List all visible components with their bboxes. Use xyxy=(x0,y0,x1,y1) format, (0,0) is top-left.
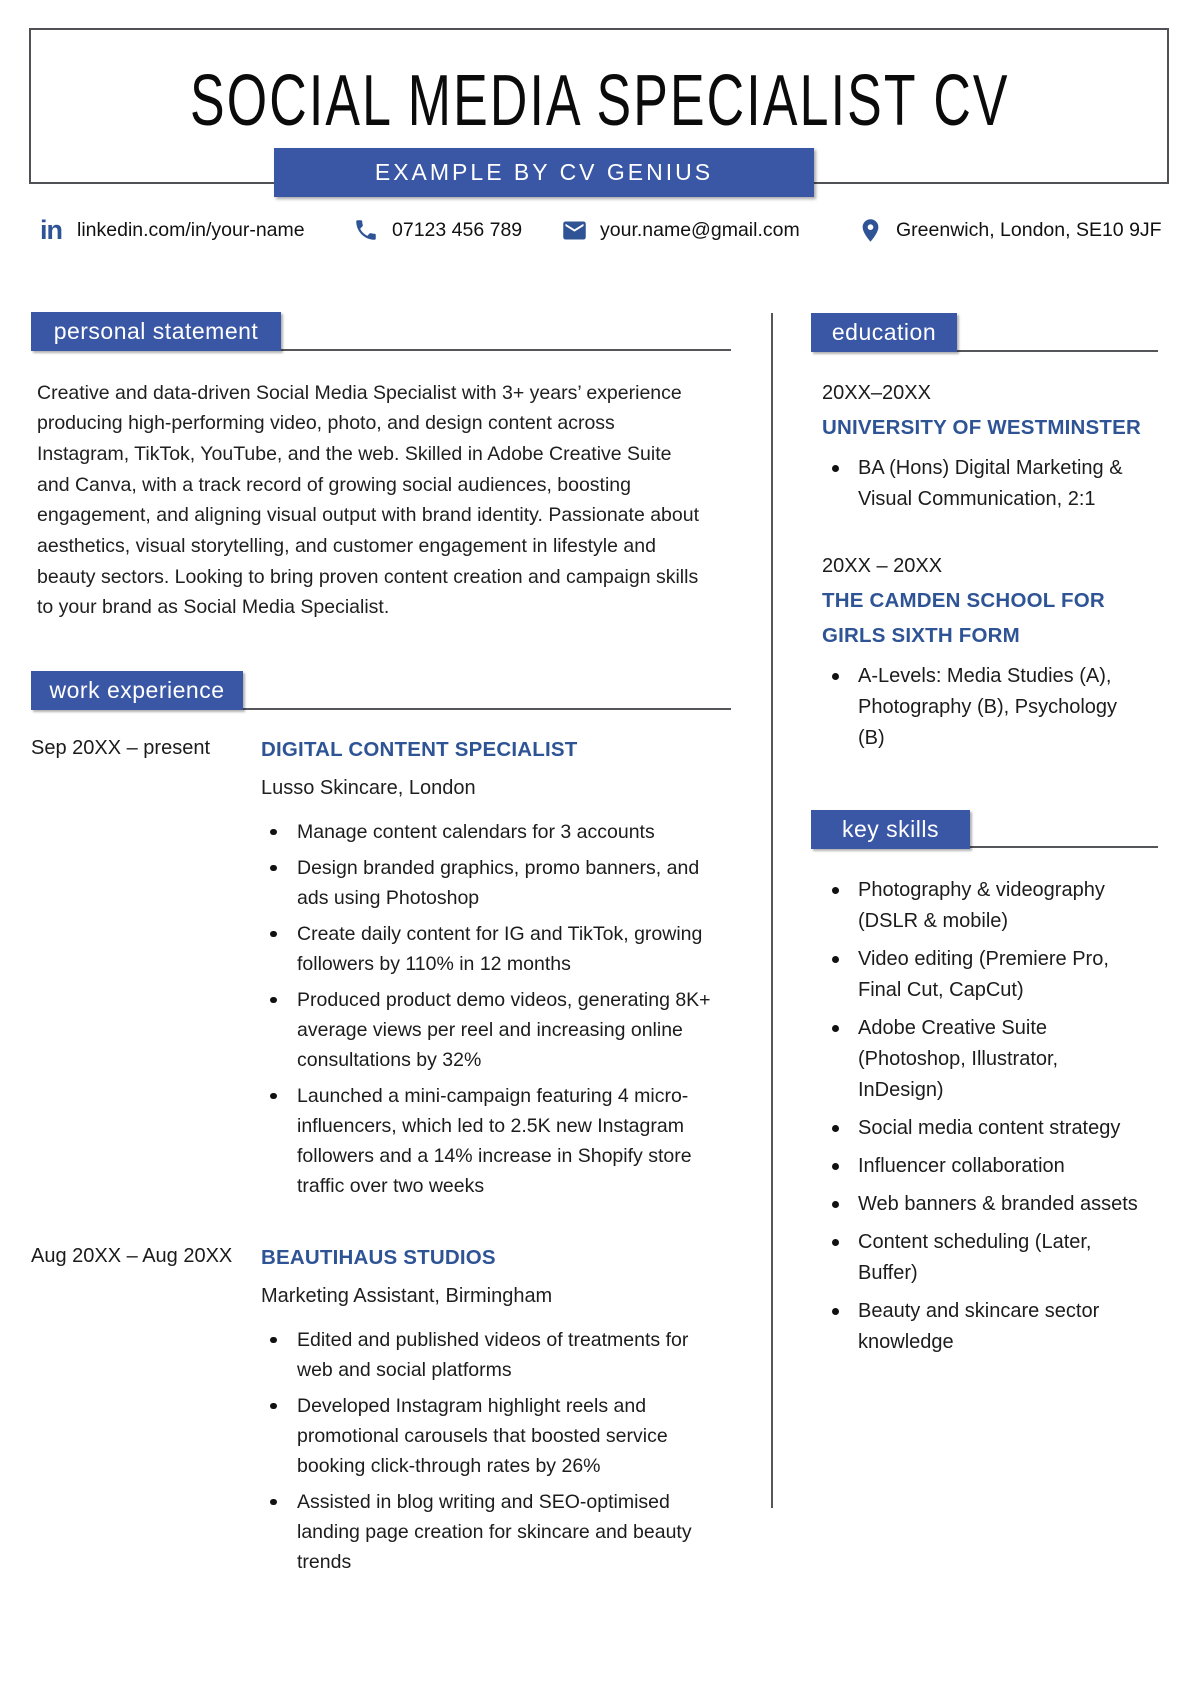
section-header-education xyxy=(811,313,1158,352)
subtitle-banner: EXAMPLE BY CV GENIUS xyxy=(274,148,814,197)
linkedin-icon: in xyxy=(40,215,62,245)
list-item: Produced product demo videos, generating 8K+ average views per reel and increasing online consultations by 32% xyxy=(261,985,727,1075)
page-title: SOCIAL MEDIA SPECIALIST CV xyxy=(190,61,1010,141)
list-item: Photography & videography (DSLR & mobile) xyxy=(822,875,1158,937)
education-entry xyxy=(822,551,1158,754)
list-item: Adobe Creative Suite (Photoshop, Illustrator, InDesign) xyxy=(822,1013,1158,1106)
list-item: Developed Instagram highlight reels and promotional carousels that boosted service booking click-through rates by 26% xyxy=(261,1391,727,1481)
list-item: Beauty and skincare sector knowledge xyxy=(822,1296,1158,1358)
right-column xyxy=(811,313,1158,1365)
education-bullet-list xyxy=(822,453,1158,515)
work-experience-section xyxy=(31,671,731,1583)
location-icon xyxy=(856,216,884,244)
list-item: A-Levels: Media Studies (A), Photography (B), Psychology (B) xyxy=(822,661,1158,754)
education-entry xyxy=(822,378,1158,515)
job-dates: Sep 20XX – present xyxy=(31,736,211,759)
contact-location xyxy=(856,216,1162,244)
education-dates: 20XX – 20XX xyxy=(822,554,943,577)
left-column xyxy=(31,312,731,1583)
contact-linkedin xyxy=(37,216,305,244)
contact-phone-text: 07123 456 789 xyxy=(392,218,523,241)
contact-email-text: your.name@gmail.com xyxy=(600,218,800,241)
job-bullet-list xyxy=(261,1325,727,1577)
list-item: BA (Hons) Digital Marketing & Visual Communication, 2:1 xyxy=(822,453,1158,515)
job-title: DIGITAL CONTENT SPECIALIST xyxy=(261,737,578,761)
education-bullet-list xyxy=(822,661,1158,754)
list-item: Video editing (Premiere Pro, Final Cut, CapCut) xyxy=(822,944,1158,1006)
column-divider xyxy=(771,313,773,1508)
section-header-work-experience xyxy=(31,671,731,710)
personal-statement-text: Creative and data-driven Social Media Specialist with 3+ years’ experience producing high-performing video, photo, and design content across Instagram, TikTok, YouTube, and the web. Skilled in Adobe Creative Suite and Canva, with a track record of growing social audiences, boosting engagement, and aligning visual output with brand identity. Passionate about aesthetics, visual storytelling, and customer engagement in lifestyle and beauty sectors. Looking to bring proven content creation and campaign skills to your brand as Social Media Specialist. xyxy=(37,381,700,619)
list-item: Create daily content for IG and TikTok, growing followers by 110% in 12 months xyxy=(261,919,727,979)
email-icon xyxy=(560,216,588,244)
education-dates: 20XX–20XX xyxy=(822,381,931,404)
list-item: Manage content calendars for 3 accounts xyxy=(261,817,727,847)
section-header-personal-statement xyxy=(31,312,731,351)
job-dates: Aug 20XX – Aug 20XX xyxy=(31,1244,233,1267)
section-label: education xyxy=(811,313,957,352)
contact-phone xyxy=(352,216,522,244)
job-entry xyxy=(31,1243,731,1583)
list-item: Content scheduling (Later, Buffer) xyxy=(822,1227,1158,1289)
key-skills-list xyxy=(822,875,1158,1358)
section-label: key skills xyxy=(811,810,970,849)
job-details xyxy=(261,735,727,1207)
section-label: work experience xyxy=(31,671,243,710)
job-details xyxy=(261,1243,727,1583)
education-school: UNIVERSITY OF WESTMINSTER xyxy=(822,415,1141,439)
list-item: Influencer collaboration xyxy=(822,1151,1158,1182)
list-item: Launched a mini-campaign featuring 4 micro-influencers, which led to 2.5K new Instagram followers and a 14% increase in Shopify store traffic over two weeks xyxy=(261,1081,727,1201)
list-item: Design branded graphics, promo banners, and ads using Photoshop xyxy=(261,853,727,913)
list-item: Assisted in blog writing and SEO-optimised landing page creation for skincare and beauty trends xyxy=(261,1487,727,1577)
job-entry xyxy=(31,735,731,1207)
education-entries xyxy=(811,378,1158,754)
job-company: Marketing Assistant, Birmingham xyxy=(261,1284,553,1307)
section-label: personal statement xyxy=(31,312,281,351)
contact-linkedin-text: linkedin.com/in/your-name xyxy=(77,218,305,241)
phone-icon xyxy=(352,216,380,244)
contact-location-text: Greenwich, London, SE10 9JF xyxy=(896,218,1162,241)
section-header-key-skills xyxy=(811,810,1158,849)
contact-email xyxy=(560,216,800,244)
education-school: THE CAMDEN SCHOOL FOR GIRLS SIXTH FORM xyxy=(822,588,1105,647)
key-skills-section xyxy=(811,810,1158,1359)
job-bullet-list xyxy=(261,817,727,1201)
contact-row xyxy=(0,216,1200,256)
list-item: Social media content strategy xyxy=(822,1113,1158,1144)
list-item: Web banners & branded assets xyxy=(822,1189,1158,1220)
key-skills-list-wrap xyxy=(811,875,1158,1358)
list-item: Edited and published videos of treatments for web and social platforms xyxy=(261,1325,727,1385)
job-company: Lusso Skincare, London xyxy=(261,776,476,799)
job-title: BEAUTIHAUS STUDIOS xyxy=(261,1245,496,1269)
